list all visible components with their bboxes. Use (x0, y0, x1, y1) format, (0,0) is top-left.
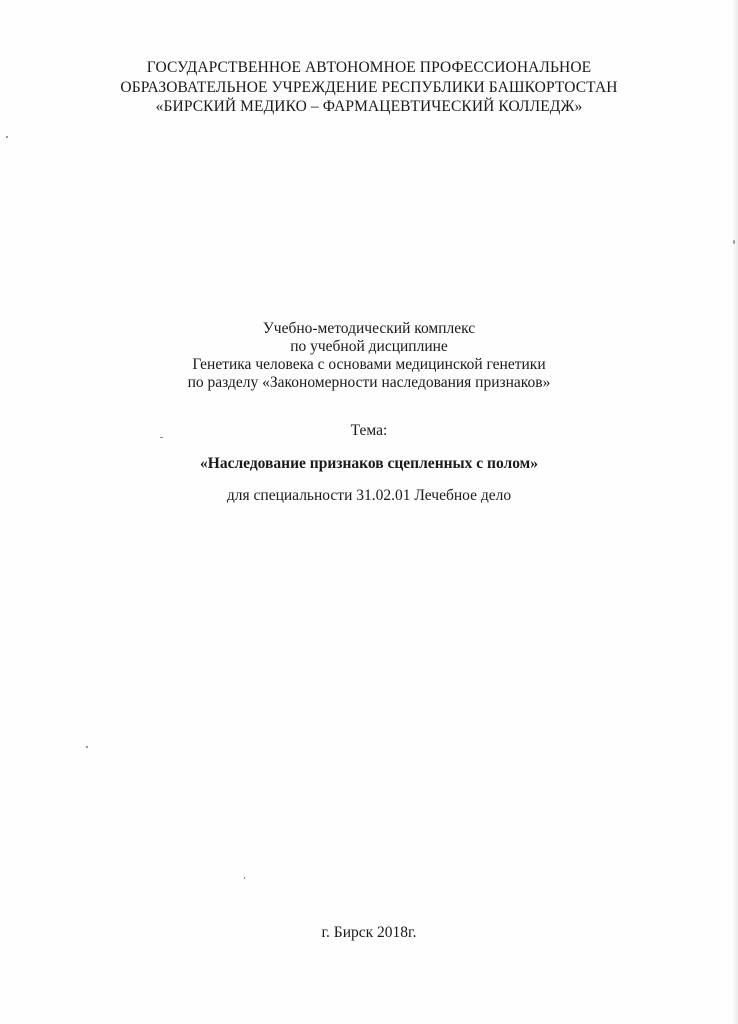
scan-speck (160, 437, 163, 438)
scan-speck (86, 746, 88, 748)
complex-line-4: по разделу «Закономерности наследования признаков» (187, 374, 551, 391)
complex-line-1: Учебно-методический комплекс (262, 320, 476, 337)
topic-title: «Наследование признаков сцепленных с полом» (200, 455, 538, 472)
scan-edge-shadow (732, 0, 738, 1024)
topic-label: Тема: (350, 422, 388, 439)
institution-line-1: ГОСУДАРСТВЕННОЕ АВТОНОМНОЕ ПРОФЕССИОНАЛЬНОЕ (146, 59, 592, 76)
institution-line-3: «БИРСКИЙ МЕДИКО – ФАРМАЦЕВТИЧЕСКИЙ КОЛЛЕДЖ» (155, 98, 583, 115)
complex-line-3: Генетика человека с основами медицинской генетики (192, 356, 546, 373)
institution-line-2: ОБРАЗОВАТЕЛЬНОЕ УЧРЕЖДЕНИЕ РЕСПУБЛИКИ БАШКОРТОСТАН (120, 79, 618, 96)
place-year: г. Бирск 2018г. (321, 924, 417, 941)
scan-speck (244, 877, 245, 879)
complex-line-2: по учебной дисциплине (290, 338, 448, 355)
scan-speck (6, 136, 8, 138)
scan-speck (733, 240, 735, 244)
specialty-line: для специальности 31.02.01 Лечебное дело (226, 487, 512, 504)
